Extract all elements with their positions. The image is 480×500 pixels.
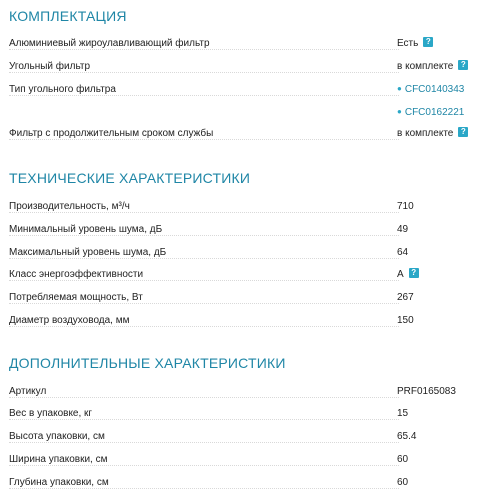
spec-row-energy-class [9, 267, 471, 287]
spec-value: A ? [397, 269, 419, 280]
section-title-technical: ТЕХНИЧЕСКИЕ ХАРАКТЕРИСТИКИ [9, 170, 251, 186]
filter-link-1[interactable]: ● CFC0140343 [397, 84, 465, 95]
spec-value: 60 [397, 454, 409, 465]
spec-row-max-noise [9, 245, 471, 265]
spec-value: 150 [397, 315, 414, 326]
spec-label: Производительность, м³/ч [9, 201, 130, 212]
spec-row-carbon-filter-type-2 [9, 105, 471, 125]
spec-label: Вес в упаковке, кг [9, 408, 93, 419]
spec-label: Глубина упаковки, см [9, 477, 109, 488]
spec-value: 267 [397, 292, 414, 303]
spec-label: Угольный фильтр [9, 61, 91, 72]
spec-row-package-depth [9, 475, 471, 495]
filter-link-2[interactable]: ● CFC0162221 [397, 107, 465, 118]
spec-label: Диаметр воздуховода, мм [9, 315, 130, 326]
spec-label: Фильтр с продолжительным сроком службы [9, 128, 214, 139]
spec-label: Ширина упаковки, см [9, 454, 108, 465]
spec-row-duct-diameter [9, 313, 471, 333]
spec-row-capacity [9, 199, 471, 219]
spec-label: Потребляемая мощность, Вт [9, 292, 143, 303]
help-icon[interactable]: ? [409, 268, 419, 278]
spec-value: в комплекте ? [397, 128, 468, 139]
spec-row-long-life-filter [9, 126, 471, 146]
spec-value: 64 [397, 247, 409, 258]
spec-row-package-weight [9, 406, 471, 426]
spec-label: Артикул [9, 386, 47, 397]
spec-label: Минимальный уровень шума, дБ [9, 224, 163, 235]
spec-value: 65.4 [397, 431, 417, 442]
spec-row-min-noise [9, 222, 471, 242]
spec-value: 710 [397, 201, 414, 212]
spec-label: Максимальный уровень шума, дБ [9, 247, 167, 258]
spec-row-aluminium-filter [9, 36, 471, 56]
spec-row-carbon-filter [9, 59, 471, 79]
spec-label: Класс энергоэффективности [9, 269, 144, 280]
spec-row-package-width [9, 452, 471, 472]
spec-label: Тип угольного фильтра [9, 84, 116, 95]
help-icon[interactable]: ? [458, 127, 468, 137]
section-title-additional: ДОПОЛНИТЕЛЬНЫЕ ХАРАКТЕРИСТИКИ [9, 355, 286, 371]
spec-row-article [9, 384, 471, 404]
spec-value: PRF0165083 [397, 386, 456, 397]
spec-value: 60 [397, 477, 409, 488]
spec-row-power [9, 290, 471, 310]
bullet-icon: ● [397, 107, 402, 116]
section-title-equipment: КОМПЛЕКТАЦИЯ [9, 8, 127, 24]
spec-value: в комплекте ? [397, 61, 468, 72]
spec-value: 15 [397, 408, 409, 419]
help-icon[interactable]: ? [458, 60, 468, 70]
spec-row-package-height [9, 429, 471, 449]
spec-label: Высота упаковки, см [9, 431, 105, 442]
bullet-icon: ● [397, 84, 402, 93]
spec-value: 49 [397, 224, 409, 235]
spec-value: Есть ? [397, 38, 433, 49]
spec-label: Алюминиевый жироулавливающий фильтр [9, 38, 210, 49]
help-icon[interactable]: ? [423, 37, 433, 47]
spec-row-carbon-filter-type [9, 82, 471, 102]
